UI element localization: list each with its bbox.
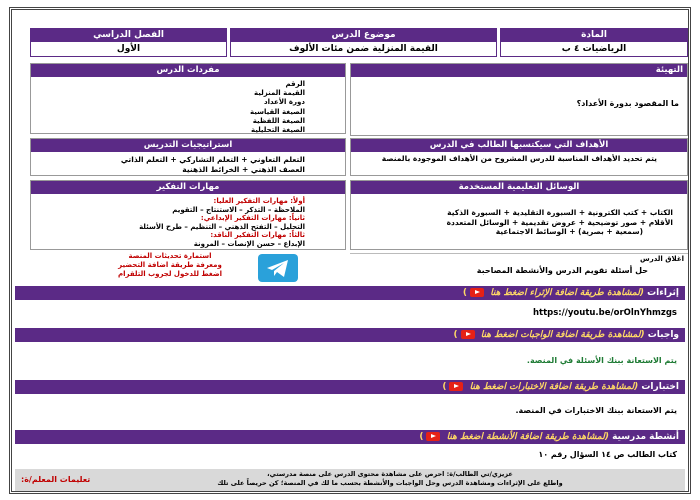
vocab-item: الرقم [285,80,305,88]
activities-header: أنشطة مدرسية (لمشاهدة طريقة اضافة الأنشطة اضغط هنا ) [15,430,685,444]
subject-value: الرياضيات ٤ ب [501,42,687,56]
strategies-line: العصف الذهني + الخرائط الذهنية [182,164,305,174]
objectives-text: يتم تحديد الأهداف المناسبة للدرس المشروح من الأهداف الموجودة بالمنصة [381,154,657,163]
closing-title: اغلاق الدرس [640,255,684,263]
subject-label: المادة [501,29,687,42]
vocab-item: الصيغة اللفظية [252,116,305,125]
promo-line: اضغط للدخول لجروب التلقرام [117,270,223,278]
strategies-title: استراتيجيات التدريس [31,139,345,152]
media-box [350,180,688,250]
semester-value: الأول [31,42,226,56]
youtube-icon[interactable] [461,330,475,339]
enrichment-hint[interactable]: (لمشاهدة طريقة اضافة الإثراء اضغط هنا [490,288,644,298]
media-line: (سمعية + بصرية) + الوسائط الاجتماعية [495,227,643,236]
media-title: الوسائل التعليمية المستخدمة [351,181,687,194]
skills-box [30,180,346,250]
intro-title: التهيئة [351,64,687,77]
skills-heading: أولاً: مهارات التفكير العليا: [213,197,305,205]
youtube-icon[interactable] [426,432,440,441]
strategies-list [31,152,345,176]
enrichment-title: إثراءات [647,288,679,298]
skills-line: التحليل – التفتح الذهني – التنظيم – طرح الأسئلة [139,222,305,231]
closing-box [350,253,688,284]
media-line: الكتاب + كتب الكترونية + السبورة التقليدية + السبورة الذكية [447,208,673,217]
vocab-item: الصيغة القياسية [250,107,305,116]
skills-title: مهارات التفكير [31,181,345,194]
media-list [351,194,687,240]
subject-cell [500,28,688,57]
promo-line: ومعرفة طريقة اضافة التحضير [118,261,222,269]
topic-cell [230,28,497,57]
skills-line: الملاحظة – التذكر – الاستنتاج – التقويم [172,205,305,214]
homework-title: واجبات [647,330,679,340]
intro-text: ما المقصود بدورة الأعداد؟ [576,99,679,108]
homework-text: يتم الاستعانة ببنك الأسئلة في المنصة. [526,356,677,365]
promo-line: استمارة تحديثات المنصة [128,252,212,260]
topic-value: القيمة المنزلية ضمن مئات الألوف [231,42,496,56]
instructions-line: واطلع على الإثراءات ومشاهدة الدرس وحل الواجبات والأنشطة بحسب ما لك في المنصة؛ كن حريصاً على تلك [217,479,563,487]
objectives-title: الأهداف التي سيكتسبها الطالب في الدرس [351,139,687,152]
tests-text: يتم الاستعانة ببنك الاختبارات في المنصة. [515,406,677,415]
activities-section [15,430,685,466]
semester-label: الفصل الدراسي [31,29,226,42]
tests-section [15,380,685,426]
instructions-line: عزيزي/تي الطالب/ة: احرص على مشاهدة محتوى الدرس على منصة مدرستي، [267,470,513,478]
intro-box [350,63,688,136]
enrichment-section [15,286,685,324]
lesson-plan-sheet [9,7,691,494]
skills-heading: ثانياً: مهارات التفكير الإبداعي: [200,214,305,223]
activities-title: أنشطة مدرسية [612,432,679,442]
vocab-item: القيمة المنزلية [254,89,305,98]
youtube-icon[interactable] [449,382,463,391]
telegram-promo[interactable] [30,252,346,284]
teacher-instructions [15,469,685,491]
tests-header: اختبارات (لمشاهدة طريقة اضافة الاختبارات اضغط هنا ) [15,380,685,394]
strategies-line: التعلم التعاوني + التعلم التشاركي + التعلم الذاتي [120,155,305,164]
homework-hint[interactable]: (لمشاهدة طريقة اضافة الواجبات اضغط هنا [480,330,645,340]
instructions-text [115,470,665,488]
skills-heading: ثالثاً: مهارات التفكير الناقد: [210,231,305,240]
activities-hint[interactable]: (لمشاهدة طريقة اضافة الأنشطة اضغط هنا [446,432,609,442]
tests-title: اختبارات [641,382,679,392]
enrichment-header: إثراءات (لمشاهدة طريقة اضافة الإثراء اضغط هنا ) [15,286,685,300]
strategies-box [30,138,346,176]
tests-hint[interactable]: (لمشاهدة طريقة اضافة الاختبارات اضغط هنا [469,382,639,392]
objectives-box [350,138,688,176]
closing-text: حل أسئلة تقويم الدرس والأنشطة المصاحبة [476,266,648,275]
skills-line: الإبداع – حسن الإنصات – المرونة [193,239,305,248]
vocab-item: الصيغة التحليلية [250,126,305,134]
topic-label: موضوع الدرس [231,29,496,42]
media-line: الأقلام + صور توضيحية + عروض تقديمية + الوسائل المتعددة [446,217,673,227]
instructions-label: تعليمات المعلم/ة: [21,475,91,484]
youtube-icon[interactable] [470,288,484,297]
homework-section [15,328,685,376]
skills-list [31,194,345,250]
vocab-item: دورة الأعداد [264,98,305,107]
activities-text: كتاب الطالب ص ١٤ السؤال رقم ١٠ [538,450,677,459]
semester-cell [30,28,227,57]
vocab-list [31,77,345,134]
vocab-title: مفردات الدرس [31,64,345,77]
homework-header: واجبات (لمشاهدة طريقة اضافة الواجبات اضغط هنا ) [15,328,685,342]
telegram-promo-text[interactable] [90,252,250,279]
enrichment-link[interactable]: https://youtu.be/orOlnYhmzgs [532,308,677,318]
vocab-box [30,63,346,134]
telegram-icon[interactable] [258,254,298,282]
